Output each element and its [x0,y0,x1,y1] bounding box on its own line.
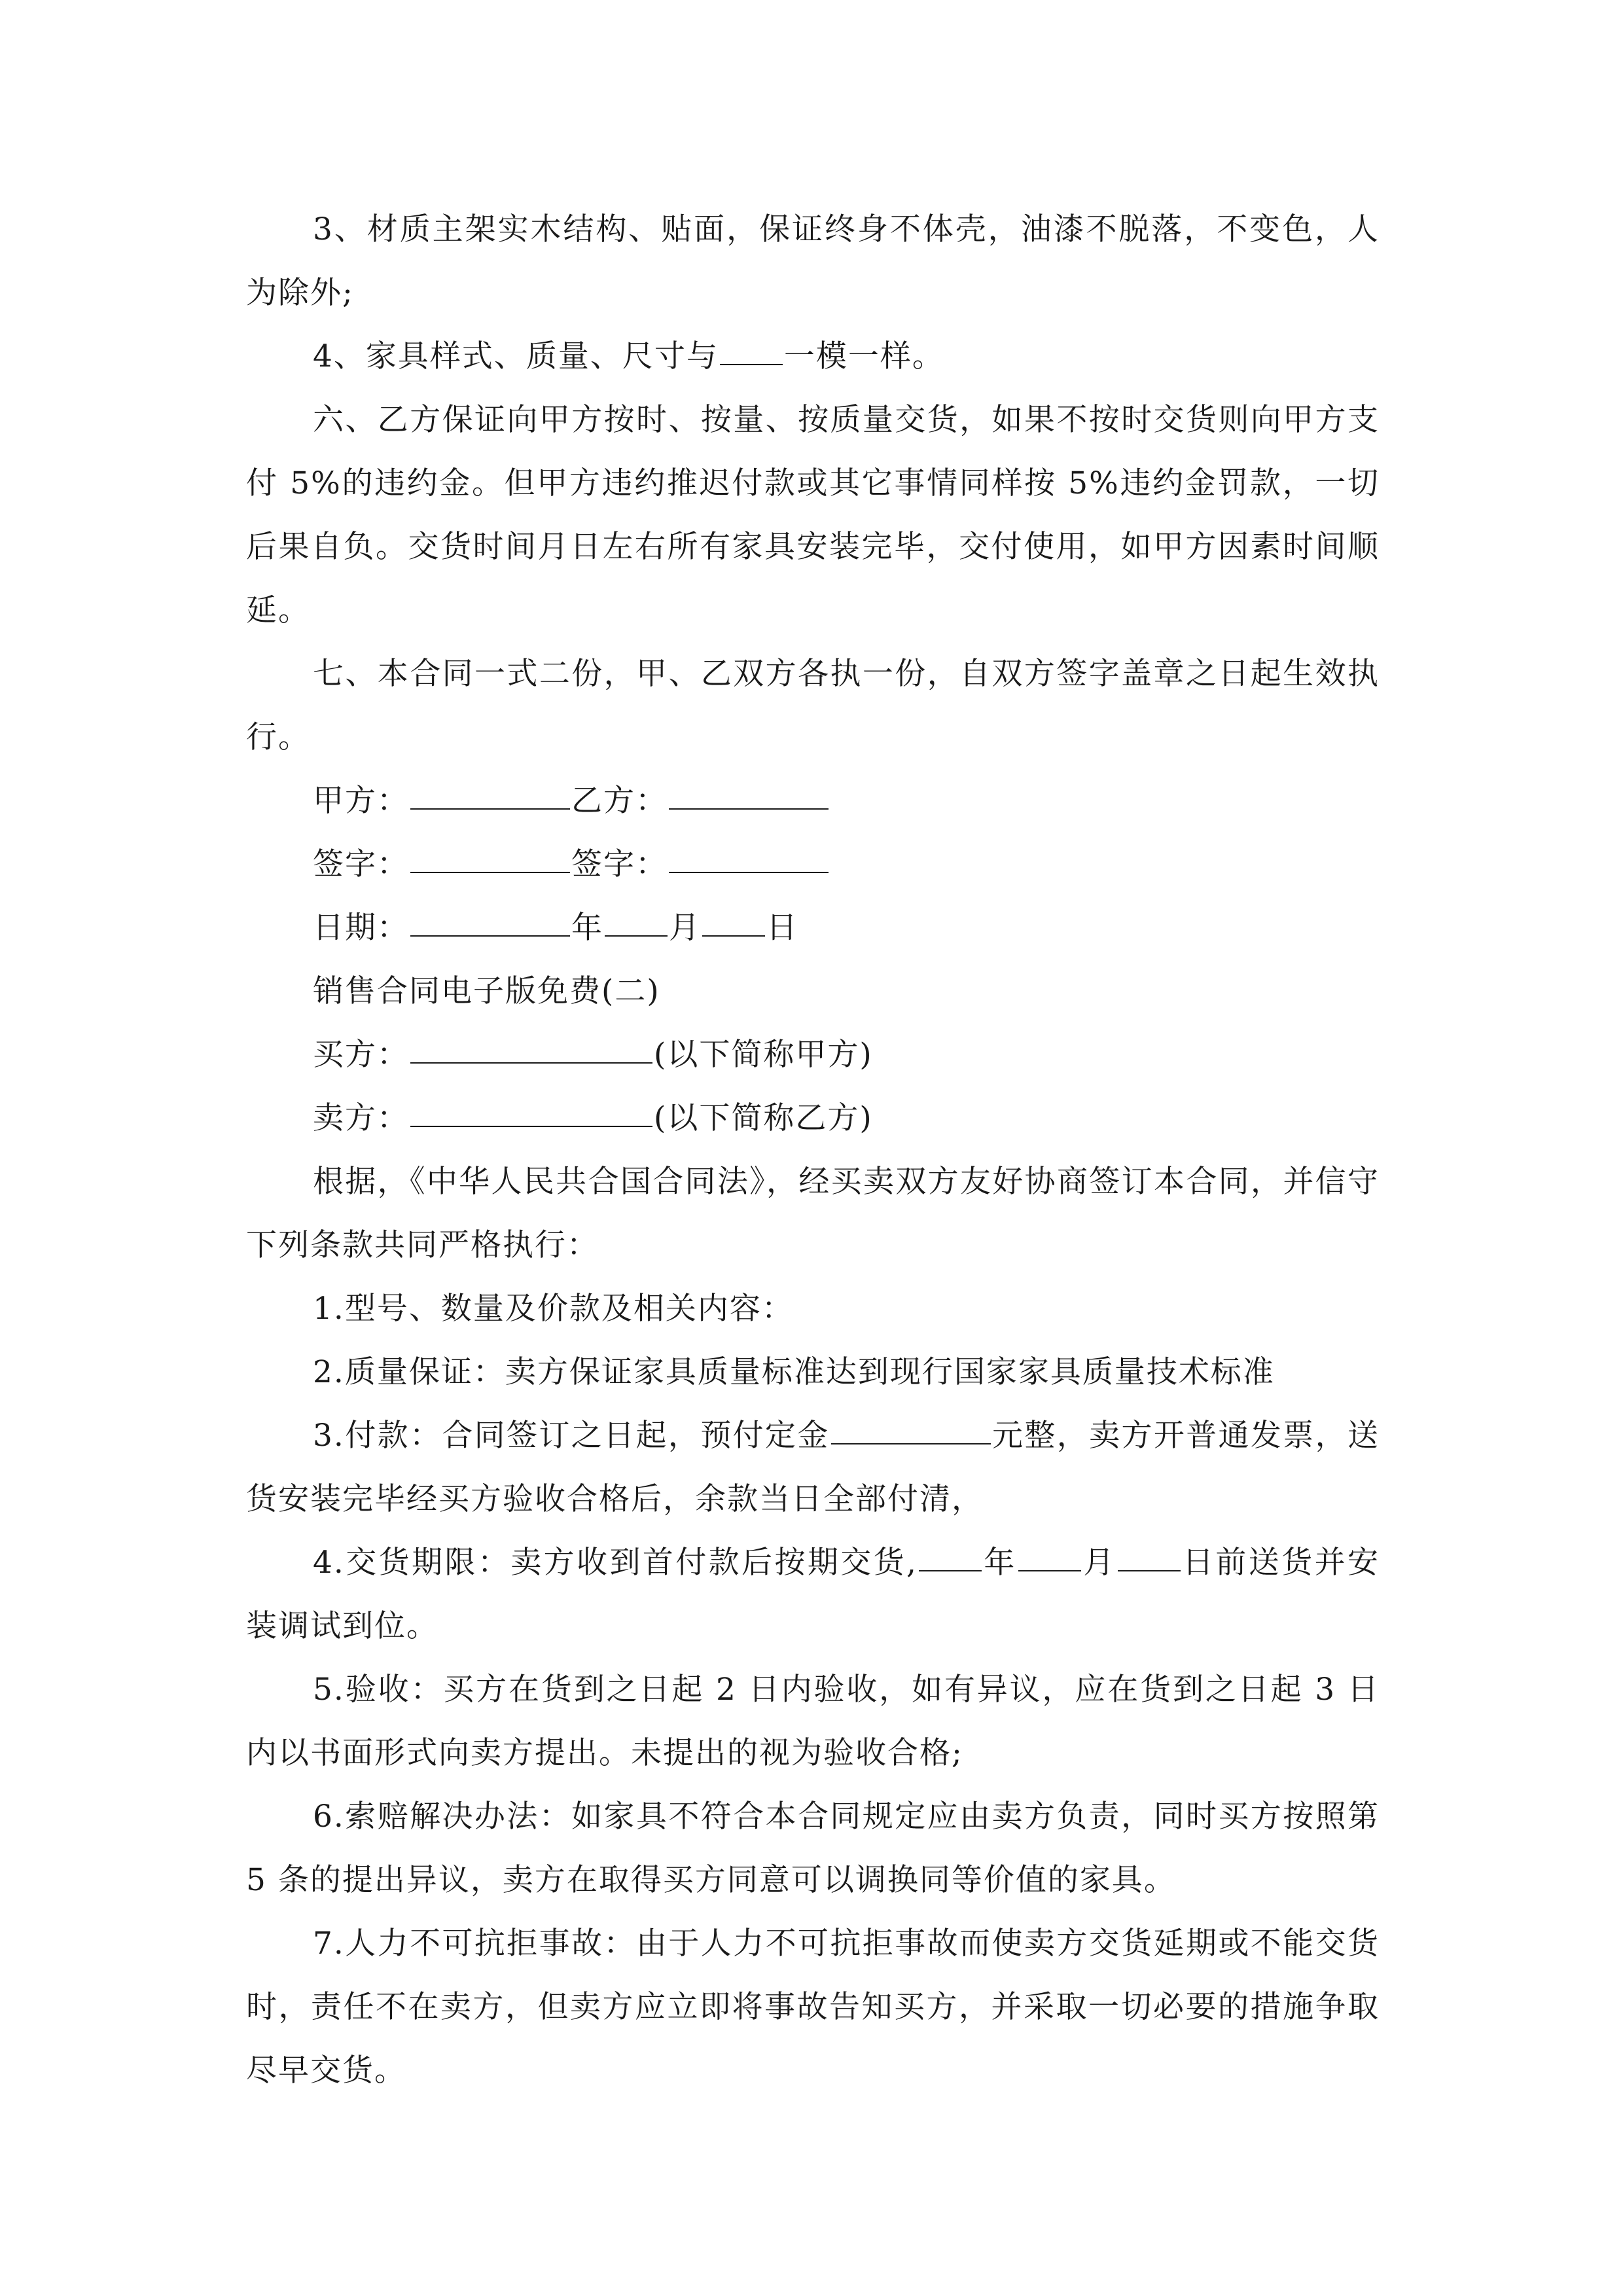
deposit-amount-blank[interactable] [831,1404,991,1444]
item-force-majeure: 7.人力不可抗拒事故：由于人力不可抗拒事故而使卖方交货延期或不能交货时，责任不在卖方，但卖方应立即将事故告知买方，并采取一切必要的措施争取尽早交货。 [246,1926,1380,2089]
seller-label: 卖方： [313,1100,409,1136]
clause-style-text: 4、家具样式、质量、尺寸与 [313,338,719,374]
buyer-label: 买方： [313,1037,409,1073]
item-quality: 2.质量保证：卖方保证家具质量标准达到现行国家家具质量技术标准 [313,1354,1275,1390]
signature-b-blank[interactable] [669,833,829,873]
signature-b-label: 签字： [571,846,668,882]
seller-blank[interactable] [410,1086,652,1127]
item-payment-text: 3.付款：合同签订之日起，预付定金 [313,1418,830,1454]
clause-six-delivery: 六、乙方保证向甲方按时、按量、按质量交货，如果不按时交货则向甲方支付 5%的违约金。但甲方违约推迟付款或其它事情同样按 5%违约金罚款，一切后果自负。交货时间月日左右所有家具安装完毕，交付使用，如甲方因素时间顺延。 [246,402,1380,628]
contract-intro: 根据，《中华人民共合国合同法》，经买卖双方友好协商签订本合同，并信守下列条款共同严格执行： [246,1164,1380,1263]
party-a-label: 甲方： [313,783,409,819]
item-acceptance: 5.验收：买方在货到之日起 2 日内验收，如有异议，应在货到之日起 3 日内以书面形式向卖方提出。未提出的视为验收合格; [246,1672,1380,1771]
clause-material: 3、材质主架实木结构、贴面，保证终身不体壳，油漆不脱落，不变色，人为除外; [246,211,1380,311]
item-model-quantity: 1.型号、数量及价款及相关内容： [313,1291,794,1327]
item-payment-tail: 元整，卖方开普通发票，送货安装完毕经买方验收合格后，余款当日全部付清， [246,1418,1380,1517]
delivery-day-blank[interactable] [1118,1531,1181,1571]
party-line [246,769,1380,833]
document-body [246,198,1380,2102]
date-month-blank[interactable] [605,896,668,937]
buyer-blank[interactable] [410,1023,652,1064]
party-a-blank[interactable] [410,769,570,810]
delivery-month-text: 月 [1082,1545,1116,1581]
date-line [246,896,1380,960]
signature-a-blank[interactable] [410,833,570,873]
buyer-line [246,1023,1380,1086]
item-delivery-text: 4.交货期限：卖方收到首付款后按期交货, [313,1545,918,1581]
signature-line [246,833,1380,896]
date-label: 日期： [313,910,409,946]
buyer-note: (以下简称甲方) [654,1037,873,1073]
party-b-label: 乙方： [571,783,668,819]
signature-a-label: 签字： [313,846,409,882]
party-b-blank[interactable] [669,769,829,810]
section-title: 销售合同电子版免费(二) [313,973,660,1009]
item-delivery-period [246,1531,1380,1658]
item-payment [246,1404,1380,1531]
delivery-month-blank[interactable] [1018,1531,1081,1571]
clause-style [246,325,1380,388]
date-day-blank[interactable] [702,896,765,937]
date-month-text: 月 [669,910,701,946]
item-claims: 6.索赔解决办法：如家具不符合本合同规定应由卖方负责，同时买方按照第 5 条的提出异议，卖方在取得买方同意可以调换同等价值的家具。 [246,1799,1380,1898]
date-year-blank[interactable] [410,896,570,937]
seller-note: (以下简称乙方) [654,1100,873,1136]
item-delivery-tail: 日前送货并安装调试到位。 [246,1545,1380,1644]
delivery-year-text: 年 [982,1545,1017,1581]
date-day-text: 日 [766,910,798,946]
style-reference-blank[interactable] [720,325,783,365]
seller-line [246,1086,1380,1150]
date-year-text: 年 [571,910,603,946]
delivery-year-blank[interactable] [919,1531,982,1571]
clause-style-tail: 一模一样。 [783,338,944,374]
clause-seven-copies: 七、本合同一式二份，甲、乙双方各执一份，自双方签字盖章之日起生效执行。 [246,656,1380,755]
